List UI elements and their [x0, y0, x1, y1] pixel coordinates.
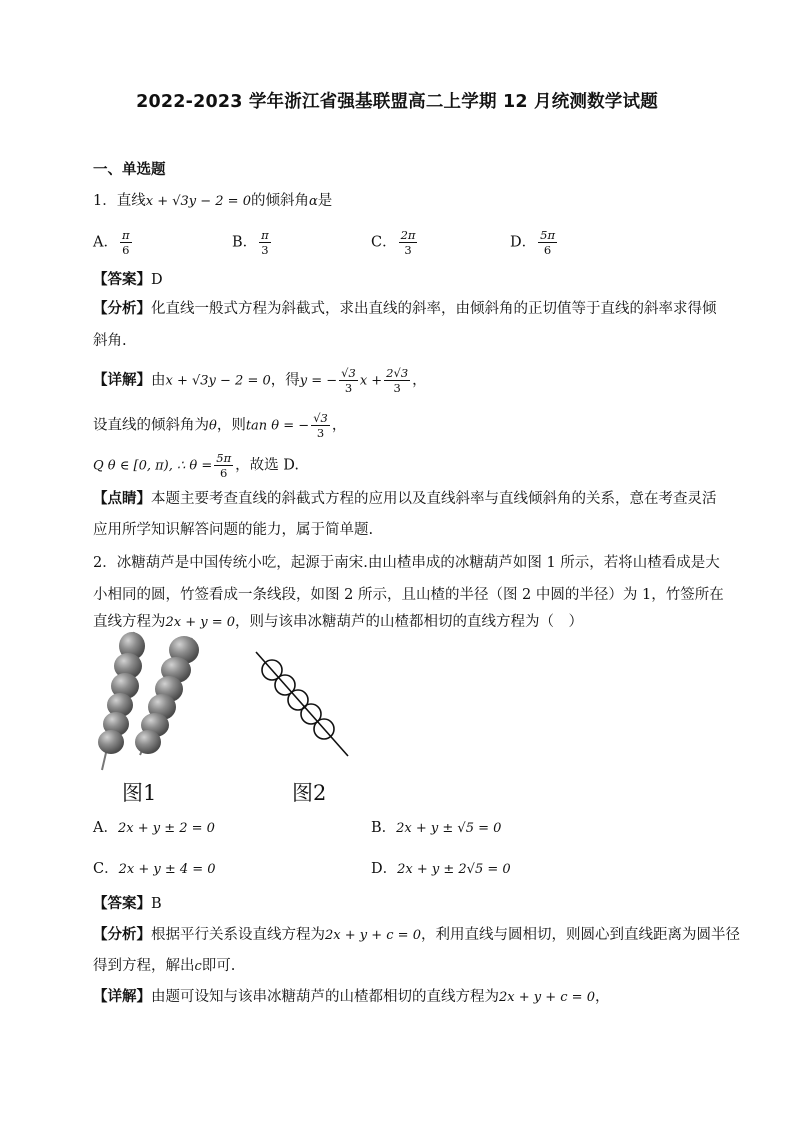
figure-1-tanghulu-photo — [92, 630, 222, 780]
q1-analysis-line-2: 斜角. — [93, 333, 127, 349]
q1-comment-line-1: 【点睛】本题主要考查直线的斜截式方程的应用以及直线斜率与直线倾斜角的关系，意在考查灵活 — [93, 491, 717, 507]
q2-option-c: C．2x + y ± 4 = 0 — [93, 861, 216, 877]
q1-option-a: A． $\frac{\pi}{6}$ — [93, 228, 130, 257]
q2-stem-line-2: 小相同的圆，竹签看成一条线段，如图 2 所示，且山楂的半径（图 2 中圆的半径）为 1，竹签所在 — [93, 587, 724, 603]
q2-option-d: D．2x + y ± 2√5 = 0 — [371, 861, 511, 877]
q1-detail-line-3: Q θ ∈ [0, π), ∴ θ = $\frac{5\pi}{6}$ ，故选 D. — [93, 451, 299, 480]
q1-option-d: D． $\frac{5\pi}{6}$ — [510, 228, 556, 257]
q1-analysis-line-1: 【分析】化直线一般式方程为斜截式，求出直线的斜率，由倾斜角的正切值等于直线的斜率求得倾 — [93, 301, 717, 317]
q1-number: 1． — [93, 193, 117, 209]
section-heading: 一、单选题 — [93, 162, 166, 178]
q1-equation: x + √3y − 2 = 0 — [145, 194, 251, 209]
q1-option-b: B． $\frac{\pi}{3}$ — [232, 228, 269, 257]
figure-2-caption: 图2 — [292, 781, 327, 805]
q2-answer: 【答案】B — [93, 896, 162, 912]
q1-detail-line-2: 设直线的倾斜角为θ，则tan θ = − $\frac{√3}{3}$ ， — [93, 411, 347, 440]
q2-option-b: B．2x + y ± √5 = 0 — [371, 820, 502, 836]
q2-option-a: A．2x + y ± 2 = 0 — [93, 820, 215, 836]
q2-detail-line-1: 【详解】由题可设知与该串冰糖葫芦的山楂都相切的直线方程为2x + y + c = 0， — [93, 989, 610, 1005]
skewer-right — [135, 636, 199, 754]
q2-analysis-line-1: 【分析】根据平行关系设直线方程为2x + y + c = 0，利用直线与圆相切，则圆心到直线距离为圆半径 — [93, 927, 740, 943]
figure-1-caption: 图1 — [122, 781, 157, 805]
q2-analysis-line-2: 得到方程，解出c即可. — [93, 958, 236, 974]
q1-comment-line-2: 应用所学知识解答问题的能力，属于简单题. — [93, 522, 374, 538]
q1-answer: 【答案】D — [93, 272, 163, 288]
page-title: 2022-2023 学年浙江省强基联盟高二上学期 12 月统测数学试题 — [136, 92, 658, 112]
q1-detail-line-1: 【详解】由x + √3y − 2 = 0，得y = − $\frac{√3}{3}$ x + $\frac{2√3}{3}$ ， — [93, 366, 427, 395]
q1-option-c: C． $\frac{2\pi}{3}$ — [371, 228, 416, 257]
q2-stem-line-1: 2．冰糖葫芦是中国传统小吃，起源于南宋.由山楂串成的冰糖葫芦如图 1 所示，若将山楂看成是大 — [93, 555, 720, 571]
q2-stem-line-3: 直线方程为2x + y = 0，则与该串冰糖葫芦的山楂都相切的直线方程为（ ） — [93, 614, 584, 630]
figure-2-circles-diagram — [250, 648, 355, 763]
q1-stem: 1．直线x + √3y − 2 = 0的倾斜角α是 — [93, 193, 333, 209]
